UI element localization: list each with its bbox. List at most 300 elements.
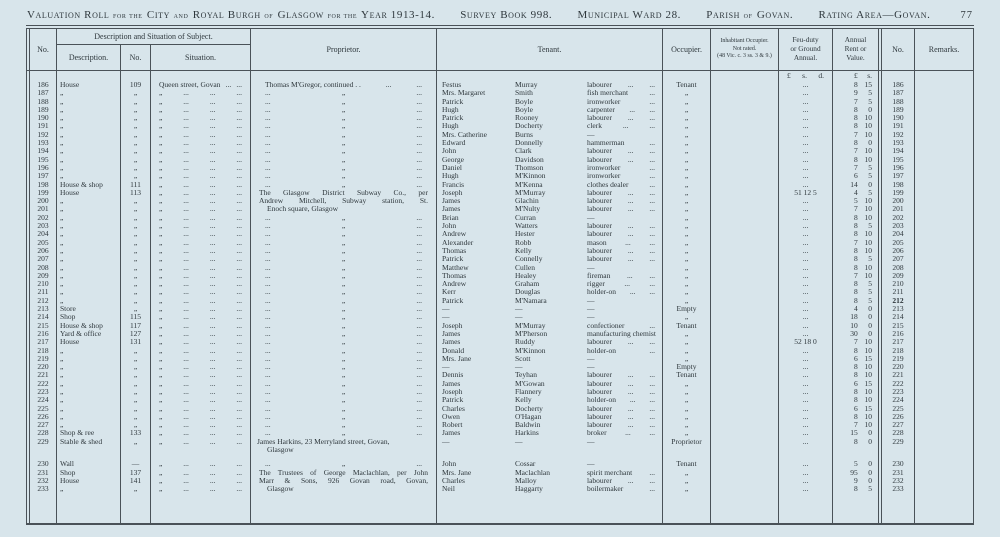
col-situation: „ ... ... ... (151, 429, 251, 437)
col-tenant-surname: Glachin (515, 197, 539, 206)
header-group-subrow (57, 45, 250, 70)
col-street-no: 117 (121, 322, 151, 330)
table-row (27, 371, 973, 379)
col-proprietor: ... „ ... (251, 338, 437, 346)
table-row (27, 114, 973, 122)
col-inhabitant-occupier (711, 239, 779, 247)
col-proprietor: ... „ ... (251, 172, 437, 180)
col-proprietor: Glasgow (251, 485, 437, 493)
col-situation: „ ... ... ... (151, 214, 251, 222)
col-entry-no: 190 (29, 114, 57, 122)
col-feu-duty: ... (779, 297, 833, 305)
col-feu-duty: ... (779, 469, 833, 477)
col-annual-rent: 8 10 (833, 247, 879, 255)
col-annual-rent: 8 10 (833, 371, 879, 379)
col-feu-duty: ... (779, 164, 833, 172)
col-situation: „ ... ... ... (151, 98, 251, 106)
col-tenant-forename: James (442, 429, 461, 438)
col-annual-rent: 8 5 (833, 222, 879, 230)
col-occupier: Proprietor (663, 438, 711, 446)
col-description: „ (57, 114, 121, 122)
table-row (27, 421, 973, 429)
table-row (27, 139, 973, 147)
col-inhabitant-occupier (711, 338, 779, 346)
col-street-no: „ (121, 396, 151, 404)
col-description: Yard & office (57, 330, 121, 338)
col-entry-no: 222 (29, 380, 57, 388)
col-proprietor: ... „ ... (251, 272, 437, 280)
col-description: „ (57, 396, 121, 404)
col-feu-duty: ... (779, 222, 833, 230)
col-entry-no: 189 (29, 106, 57, 114)
masthead-text: and (170, 11, 189, 20)
col-situation: „ ... ... ... (151, 156, 251, 164)
col-tenant-forename: Alexander (442, 238, 474, 247)
col-tenant-occupation: mason ... ... (585, 239, 663, 247)
header-rent-line3: Value. (846, 52, 865, 62)
col-feu-duty: ... (779, 131, 833, 139)
col-entry-no: 233 (29, 485, 57, 493)
table-row (27, 413, 973, 421)
col-tenant-surname: Robb (515, 238, 532, 247)
col-tenant-surname: O'Hagan (515, 412, 542, 421)
col-annual-rent: 7 10 (833, 272, 879, 280)
table-header (27, 29, 973, 71)
table-gap-row (27, 494, 973, 523)
col-tenant-forename: Patrick (442, 97, 464, 106)
col-entry-no-right: 187 (881, 89, 915, 97)
col-tenant-surname: Teyhan (515, 371, 537, 380)
header-rent-line2: Rent or (844, 44, 867, 54)
col-inhabitant-occupier (711, 477, 779, 485)
col-tenant-occupation: labourer ... ... (585, 338, 663, 346)
col-entry-no-right: 227 (881, 421, 915, 429)
col-tenant-surname: Connelly (515, 255, 543, 264)
col-description: Shop & ree (57, 429, 121, 437)
col-proprietor: ... „ ... (251, 322, 437, 330)
col-tenant-occupation (585, 494, 663, 523)
col-street-no: „ (121, 98, 151, 106)
col-entry-no-right: 190 (881, 114, 915, 122)
col-occupier: „ (663, 106, 711, 114)
col-occupier: „ (663, 388, 711, 396)
col-tenant-occupation: — (585, 438, 663, 446)
col-situation: „ ... ... ... (151, 247, 251, 255)
col-annual-rent: 14 0 (833, 181, 879, 189)
col-proprietor: Andrew Mitchell, Subway station, St. (251, 197, 437, 205)
col-remarks (915, 438, 973, 446)
col-tenant-forename: Thomas (442, 246, 467, 255)
table-row (27, 469, 973, 477)
masthead-text: City (143, 9, 170, 21)
masthead-text: of (741, 11, 753, 20)
col-proprietor: ... „ ... (251, 214, 437, 222)
masthead-segment (706, 5, 793, 23)
col-entry-no: 215 (29, 322, 57, 330)
col-inhabitant-occupier (711, 469, 779, 477)
col-street-no: „ (121, 114, 151, 122)
col-proprietor: ... „ ... (251, 122, 437, 130)
col-entry-no-right: 207 (881, 255, 915, 263)
col-feu-duty: 52 18 0 (779, 338, 833, 346)
col-remarks (915, 371, 973, 379)
col-situation: „ ... ... ... (151, 189, 251, 197)
col-tenant-occupation (585, 446, 663, 454)
table-row (27, 230, 973, 238)
col-tenant-occupation: labourer ... ... (585, 147, 663, 155)
col-tenant-forename: James (442, 338, 461, 347)
col-street-no: „ (121, 89, 151, 97)
col-entry-no: 207 (29, 255, 57, 263)
col-remarks (915, 114, 973, 122)
col-inhabitant-occupier (711, 164, 779, 172)
col-tenant-surname: Boyle (515, 105, 533, 114)
col-proprietor: Enoch square, Glasgow (251, 205, 437, 213)
col-feu-duty: ... (779, 114, 833, 122)
col-proprietor: ... „ ... (251, 288, 437, 296)
col-remarks (915, 122, 973, 130)
col-tenant-forename: Brian (442, 213, 459, 222)
col-inhabitant-occupier (711, 330, 779, 338)
header-feu-duty (779, 29, 833, 70)
col-entry-no-right: 202 (881, 214, 915, 222)
valuation-table (26, 28, 974, 525)
table-row (27, 172, 973, 180)
col-situation: „ ... ... ... (151, 106, 251, 114)
col-situation: „ ... ... ... (151, 114, 251, 122)
col-inhabitant-occupier (711, 388, 779, 396)
col-entry-no-right: 224 (881, 396, 915, 404)
col-annual-rent: 7 10 (833, 147, 879, 155)
col-proprietor: ... „ ... (251, 131, 437, 139)
col-entry-no-right: 225 (881, 405, 915, 413)
col-situation: „ ... ... ... (151, 363, 251, 371)
col-remarks (915, 460, 973, 468)
col-street-no: „ (121, 106, 151, 114)
col-tenant-occupation: labourer ... ... (585, 81, 663, 89)
col-inhabitant-occupier (711, 429, 779, 437)
col-entry-no-right: 189 (881, 106, 915, 114)
col-description: House (57, 189, 121, 197)
header-rent-line1: Annual (844, 35, 867, 45)
col-description: „ (57, 388, 121, 396)
col-tenant-surname: Davidson (515, 155, 544, 164)
col-occupier: „ (663, 330, 711, 338)
col-tenant-occupation: labourer ... ... (585, 371, 663, 379)
col-tenant-surname: Kelly (515, 246, 532, 255)
col-entry-no: 192 (29, 131, 57, 139)
table-row (27, 89, 973, 97)
col-entry-no: 223 (29, 388, 57, 396)
col-entry-no-right: 206 (881, 247, 915, 255)
col-occupier: „ (663, 114, 711, 122)
col-situation: „ ... ... ... (151, 396, 251, 404)
col-feu-duty: ... (779, 255, 833, 263)
col-tenant-occupation: — (585, 355, 663, 363)
col-tenant-surname: M'Murray (515, 321, 546, 330)
col-situation: „ ... ... ... (151, 438, 251, 446)
table-row (27, 81, 973, 89)
col-description: „ (57, 205, 121, 213)
col-entry-no: 201 (29, 205, 57, 213)
col-situation: „ ... ... ... (151, 239, 251, 247)
col-annual-rent: 8 10 (833, 388, 879, 396)
col-tenant-forename: Patrick (442, 296, 464, 305)
col-occupier (663, 71, 711, 81)
header-remarks: Remarks. (928, 44, 960, 54)
col-annual-rent: 6 15 (833, 405, 879, 413)
col-inhabitant-occupier (711, 106, 779, 114)
col-entry-no-right: 222 (881, 380, 915, 388)
col-tenant-forename: Joseph (442, 387, 463, 396)
col-occupier: „ (663, 264, 711, 272)
col-situation: „ ... ... ... (151, 305, 251, 313)
col-tenant-forename (437, 446, 513, 454)
col-tenant-occupation (585, 71, 663, 81)
col-inhabitant-occupier (711, 131, 779, 139)
col-occupier: Tenant (663, 81, 711, 89)
col-entry-no: 193 (29, 139, 57, 147)
col-entry-no-right: 197 (881, 172, 915, 180)
col-entry-no-right: 229 (881, 438, 915, 446)
col-remarks (915, 280, 973, 288)
col-situation: „ ... ... ... (151, 172, 251, 180)
col-description: „ (57, 147, 121, 155)
col-tenant-forename: Hugh (442, 122, 459, 131)
col-annual-rent: 8 10 (833, 413, 879, 421)
col-annual-rent: 8 10 (833, 114, 879, 122)
col-feu-duty: ... (779, 421, 833, 429)
col-remarks (915, 230, 973, 238)
col-feu-duty: ... (779, 363, 833, 371)
table-row (27, 181, 973, 189)
col-tenant-forename: Andrew (442, 230, 467, 239)
col-proprietor: ... „ ... (251, 330, 437, 338)
col-proprietor: James Harkins, 23 Merryland street, Govan, (251, 438, 437, 446)
col-occupier: „ (663, 230, 711, 238)
col-inhabitant-occupier (711, 347, 779, 355)
table-row (27, 197, 973, 205)
col-proprietor: ... „ ... (251, 255, 437, 263)
col-description: „ (57, 89, 121, 97)
col-remarks (915, 421, 973, 429)
col-tenant-occupation: spirit merchant ... (585, 469, 663, 477)
col-proprietor: ... „ ... (251, 98, 437, 106)
col-annual-rent: 7 10 (833, 421, 879, 429)
col-situation: „ ... ... ... (151, 388, 251, 396)
col-entry-no-right: 213 (881, 305, 915, 313)
col-proprietor (251, 71, 437, 81)
col-inhabitant-occupier (711, 205, 779, 213)
col-situation: „ ... ... ... (151, 460, 251, 468)
col-entry-no: 227 (29, 421, 57, 429)
col-tenant-occupation: — (585, 313, 663, 321)
col-proprietor: Glasgow (251, 446, 437, 454)
col-tenant-surname: Graham (515, 280, 540, 289)
col-annual-rent: 9 5 (833, 89, 879, 97)
col-situation: „ ... ... ... (151, 89, 251, 97)
col-feu-duty: £ s. d. (779, 71, 833, 81)
col-tenant-surname: Baldwin (515, 421, 541, 430)
col-tenant-occupation: labourer ... ... (585, 189, 663, 197)
col-street-no: „ (121, 239, 151, 247)
col-tenant-occupation: ironworker ... (585, 164, 663, 172)
col-tenant-surname: Ruddy (515, 338, 536, 347)
col-description: „ (57, 122, 121, 130)
col-street-no: 141 (121, 477, 151, 485)
col-proprietor: Marr & Sons, 926 Govan road, Govan, (251, 477, 437, 485)
col-tenant-surname: — (515, 313, 523, 322)
col-description: „ (57, 247, 121, 255)
col-remarks (915, 264, 973, 272)
col-annual-rent (833, 446, 879, 454)
col-feu-duty: ... (779, 405, 833, 413)
col-entry-no: 210 (29, 280, 57, 288)
col-feu-duty: ... (779, 139, 833, 147)
col-annual-rent: 8 5 (833, 297, 879, 305)
col-entry-no-right: 188 (881, 98, 915, 106)
col-description (57, 71, 121, 81)
col-entry-no-right: 200 (881, 197, 915, 205)
col-description: House & shop (57, 322, 121, 330)
col-tenant-forename: Hugh (442, 172, 459, 181)
col-entry-no-right: 210 (881, 280, 915, 288)
col-remarks (915, 156, 973, 164)
col-tenant-surname: M'Kenna (515, 180, 543, 189)
col-entry-no-right: 217 (881, 338, 915, 346)
col-entry-no-right: 220 (881, 363, 915, 371)
header-tenant: Tenant. (437, 29, 663, 70)
col-remarks (915, 396, 973, 404)
col-proprietor: ... „ ... (251, 114, 437, 122)
col-remarks (915, 89, 973, 97)
col-street-no: „ (121, 438, 151, 446)
col-feu-duty: ... (779, 205, 833, 213)
col-tenant-forename: Thomas (442, 271, 467, 280)
table-row (27, 280, 973, 288)
col-feu-duty: ... (779, 280, 833, 288)
masthead-text: Valuation Roll (27, 9, 110, 21)
col-entry-no-right: 232 (881, 477, 915, 485)
col-feu-duty: ... (779, 477, 833, 485)
col-entry-no-right: 198 (881, 181, 915, 189)
col-remarks (915, 429, 973, 437)
col-proprietor: Thomas M'Gregor, continued . . ... ... (251, 81, 437, 89)
col-entry-no: 228 (29, 429, 57, 437)
col-tenant-forename (437, 494, 513, 523)
col-feu-duty: ... (779, 429, 833, 437)
col-inhabitant-occupier (711, 485, 779, 493)
col-inhabitant-occupier (711, 181, 779, 189)
col-feu-duty: ... (779, 272, 833, 280)
col-occupier: Empty (663, 305, 711, 313)
col-feu-duty: ... (779, 288, 833, 296)
col-entry-no-right: 194 (881, 147, 915, 155)
col-inhabitant-occupier (711, 322, 779, 330)
col-street-no: „ (121, 205, 151, 213)
col-entry-no-right: 211 (881, 288, 915, 296)
col-situation: „ ... ... ... (151, 147, 251, 155)
col-feu-duty: ... (779, 214, 833, 222)
col-situation: „ ... ... ... (151, 477, 251, 485)
col-tenant-occupation: labourer ... ... (585, 405, 663, 413)
col-entry-no: 216 (29, 330, 57, 338)
col-remarks (915, 388, 973, 396)
table-row (27, 322, 973, 330)
col-occupier: „ (663, 396, 711, 404)
col-situation: „ ... ... ... (151, 297, 251, 305)
col-tenant-occupation: — (585, 131, 663, 139)
masthead-text: Year 1913-14. (358, 9, 435, 21)
col-inhabitant-occupier (711, 197, 779, 205)
col-feu-duty: ... (779, 330, 833, 338)
col-situation: „ ... ... ... (151, 255, 251, 263)
col-description: „ (57, 380, 121, 388)
col-inhabitant-occupier (711, 355, 779, 363)
col-situation: „ ... ... ... (151, 413, 251, 421)
col-entry-no-right: 219 (881, 355, 915, 363)
col-inhabitant-occupier (711, 98, 779, 106)
col-annual-rent: 6 5 (833, 172, 879, 180)
masthead-segment (27, 5, 435, 23)
col-occupier: „ (663, 189, 711, 197)
col-tenant-occupation: holder-on ... (585, 347, 663, 355)
col-inhabitant-occupier (711, 230, 779, 238)
col-street-no: „ (121, 264, 151, 272)
col-description: „ (57, 272, 121, 280)
col-inhabitant-occupier (711, 363, 779, 371)
col-feu-duty: ... (779, 122, 833, 130)
col-feu-duty: ... (779, 197, 833, 205)
col-tenant-occupation: — (585, 363, 663, 371)
col-remarks (915, 313, 973, 321)
col-tenant-occupation: — (585, 460, 663, 468)
col-feu-duty: ... (779, 313, 833, 321)
col-tenant-surname: Clark (515, 147, 532, 156)
col-description: „ (57, 405, 121, 413)
col-remarks (915, 405, 973, 413)
col-annual-rent: 4 0 (833, 305, 879, 313)
col-inhabitant-occupier (711, 139, 779, 147)
col-feu-duty: ... (779, 380, 833, 388)
document-title (27, 5, 931, 23)
col-annual-rent: 7 5 (833, 98, 879, 106)
col-proprietor: ... „ ... (251, 313, 437, 321)
col-remarks (915, 338, 973, 346)
col-inhabitant-occupier (711, 305, 779, 313)
col-tenant-surname: Cullen (515, 263, 535, 272)
col-entry-no-right: 212 (881, 297, 915, 305)
col-inhabitant-occupier (711, 147, 779, 155)
col-feu-duty: 51 12 5 (779, 189, 833, 197)
col-tenant-occupation: manufacturing chemist (585, 330, 663, 338)
col-tenant-surname: M'Nulty (515, 205, 541, 214)
col-annual-rent: 15 0 (833, 429, 879, 437)
masthead-text: Royal Burgh (189, 9, 261, 21)
col-tenant-surname: Murray (515, 81, 538, 89)
col-proprietor: ... „ ... (251, 405, 437, 413)
col-tenant-surname: Maclachlan (515, 468, 550, 477)
col-description: „ (57, 355, 121, 363)
col-tenant-occupation: labourer ... ... (585, 380, 663, 388)
col-tenant-forename: Robert (442, 421, 463, 430)
col-description: „ (57, 106, 121, 114)
col-remarks (915, 131, 973, 139)
col-remarks (915, 494, 973, 523)
col-description: „ (57, 347, 121, 355)
table-row (27, 363, 973, 371)
col-annual-rent: 4 5 (833, 189, 879, 197)
